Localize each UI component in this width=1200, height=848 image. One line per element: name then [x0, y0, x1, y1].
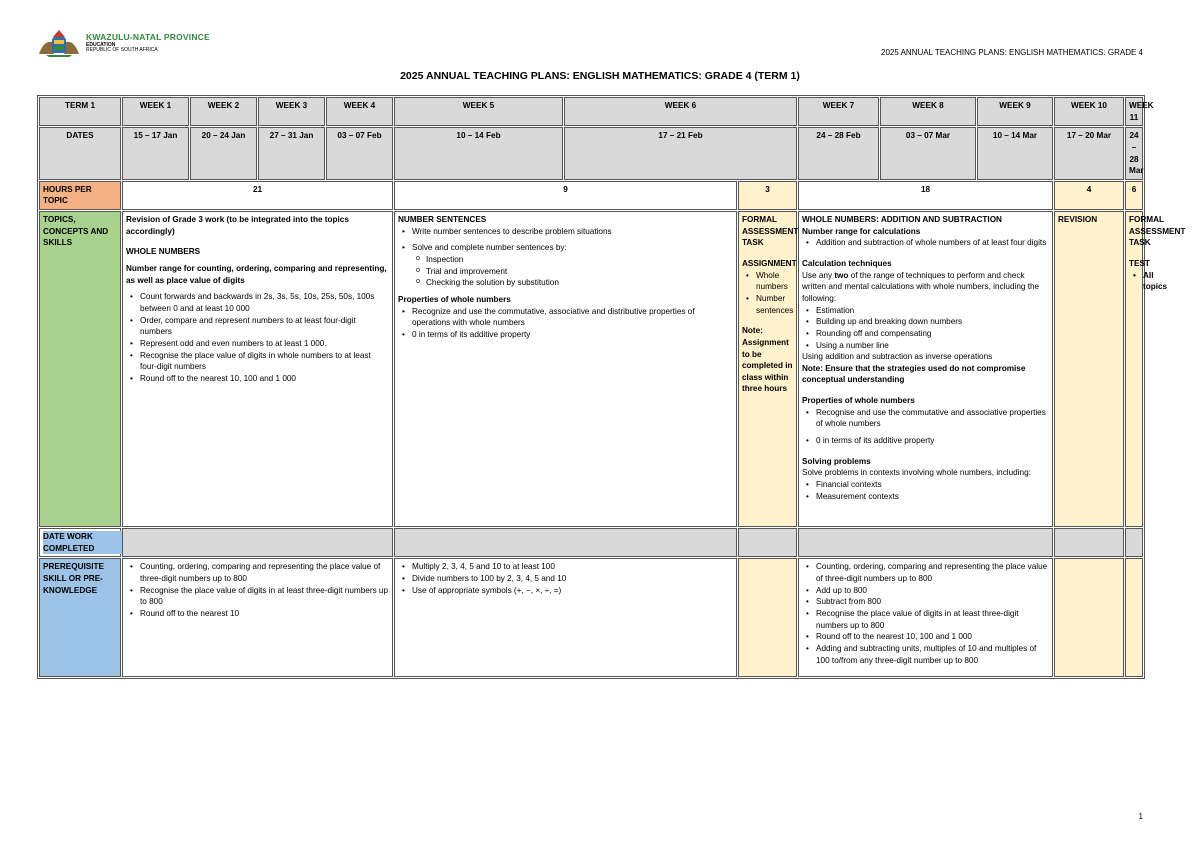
- list-item: • Round off to the nearest 10, 100 and 1 000: [140, 373, 389, 385]
- date-cell: 17 – 20 Mar: [1054, 127, 1124, 180]
- fat-heading: FORMAL ASSESSMENT TASK: [742, 215, 799, 248]
- list-item: o Trial and improvement: [426, 266, 733, 278]
- prereq-week-7: [738, 558, 797, 677]
- hours-cell: 9: [394, 181, 737, 210]
- topics-weeks-7-9: [798, 211, 1053, 527]
- prereq-weeks-7-9: [798, 558, 1053, 677]
- properties-list: [398, 306, 733, 341]
- hours-cell: 3: [738, 181, 797, 210]
- kzn-logo: [36, 28, 210, 58]
- date-cell: 20 – 24 Jan: [190, 127, 257, 180]
- week-header: WEEK 8: [880, 97, 976, 126]
- page-number: 1: [1138, 812, 1143, 821]
- list-item: • Counting, ordering, comparing and representing the place value of three-digit numbers up to 800: [140, 561, 389, 584]
- list-item: • Estimation: [816, 305, 1049, 317]
- list-item: • Order, compare and represent numbers to at least four-digit numbers: [140, 315, 389, 338]
- list-item: • Number sentences: [756, 293, 793, 316]
- whole-numbers-list: [126, 291, 389, 384]
- assignment-list: [742, 270, 793, 317]
- assignment-note: Note: Assignment to be completed in class within three hours: [742, 326, 793, 394]
- week-header: WEEK 7: [798, 97, 879, 126]
- date-cell: 24 – 28 Mar: [1125, 127, 1143, 180]
- topics-week-10-revision: [1054, 211, 1124, 527]
- calc-techniques-list: [802, 305, 1049, 352]
- list-item: • Measurement contexts: [816, 491, 1049, 503]
- list-item: • Counting, ordering, comparing and representing the place value of three-digit numbers up to 800: [816, 561, 1049, 584]
- prereq-week-11: [1125, 558, 1143, 677]
- list-item: • Recognise the place value of digits in at least three-digit numbers up to 800: [140, 585, 389, 608]
- hours-label: HOURS PER TOPIC: [39, 181, 121, 210]
- week-header: WEEK 9: [977, 97, 1053, 126]
- list-item: • Addition and subtraction of whole numbers of at least four digits: [816, 237, 1049, 249]
- calc-range-heading: Number range for calculations: [802, 226, 921, 236]
- date-work-cell[interactable]: [798, 528, 1053, 557]
- properties-list-2: [802, 435, 1049, 447]
- list-item: • Recognise the place value of digits in at least three-digit numbers up to 800: [816, 608, 1049, 631]
- hours-cell: 18: [798, 181, 1053, 210]
- week-header: WEEK 6: [564, 97, 797, 126]
- list-item: • Recognize and use the commutative, associative and distributive properties of operations with whole numbers: [412, 306, 733, 329]
- list-item: • Whole numbers: [756, 270, 793, 293]
- calc-techniques-heading: Calculation techniques: [802, 259, 892, 269]
- list-item: • Write number sentences to describe problem situations: [412, 226, 733, 238]
- prereq-list: [802, 561, 1049, 666]
- topics-weeks-1-4: [122, 211, 393, 527]
- topics-label: TOPICS, CONCEPTS AND SKILLS: [39, 211, 121, 527]
- teaching-plan-table: [37, 95, 1186, 679]
- hours-row: [39, 181, 1143, 210]
- list-item: • Round off to the nearest 10: [140, 608, 389, 620]
- solving-problems-text: Solve problems in contexts involving whole numbers, including:: [802, 468, 1031, 478]
- list-item: • Recognise and use the commutative and associative properties of whole numbers: [816, 407, 1049, 430]
- hours-cell: 21: [122, 181, 393, 210]
- prerequisite-row: [39, 558, 1143, 677]
- coat-of-arms-icon: [36, 28, 82, 58]
- revision-label: REVISION: [1058, 215, 1098, 225]
- date-work-label: DATE WORK COMPLETED: [39, 528, 121, 557]
- list-item: [412, 242, 733, 289]
- list-item: • Building up and breaking down numbers: [816, 316, 1049, 328]
- properties-heading: Properties of whole numbers: [398, 294, 511, 304]
- list-item: o Checking the solution by substitution: [426, 277, 733, 289]
- topics-weeks-5-6: [394, 211, 737, 527]
- list-item: • Rounding off and compensating: [816, 328, 1049, 340]
- properties-heading: Properties of whole numbers: [802, 396, 915, 406]
- week-header: WEEK 1: [122, 97, 189, 126]
- prereq-label: PREREQUISITE SKILL OR PRE-KNOWLEDGE: [39, 558, 121, 677]
- week-row: [39, 97, 1143, 126]
- strategies-note: Note: Ensure that the strategies used do not compromise conceptual understanding: [802, 363, 1026, 385]
- date-cell: 10 – 14 Mar: [977, 127, 1053, 180]
- week-header: WEEK 3: [258, 97, 325, 126]
- range-list: [802, 237, 1049, 249]
- solve-text: Solve and complete number sentences by:: [412, 243, 567, 253]
- week-header: WEEK 11: [1125, 97, 1143, 126]
- province-name: KWAZULU-NATAL PROVINCE: [86, 31, 210, 42]
- prereq-list: [126, 561, 389, 619]
- date-work-cell[interactable]: [394, 528, 737, 557]
- date-work-row: [39, 528, 1143, 557]
- date-cell: 03 – 07 Feb: [326, 127, 393, 180]
- department-name: EDUCATION: [86, 42, 116, 49]
- date-work-cell[interactable]: [738, 528, 797, 557]
- solve-list: [398, 242, 733, 289]
- list-item: • Count forwards and backwards in 2s, 3s, 5s, 10s, 25s, 50s, 100s between 0 and at least 10 000: [140, 291, 389, 314]
- week-header: WEEK 10: [1054, 97, 1124, 126]
- list-item: • Represent odd and even numbers to at least 1 000.: [140, 338, 389, 350]
- prereq-week-10: [1054, 558, 1124, 677]
- addition-subtraction-heading: WHOLE NUMBERS: ADDITION AND SUBTRACTION: [802, 215, 1002, 225]
- test-heading: TEST: [1129, 259, 1150, 269]
- list-item: • 0 in terms of its additive property: [412, 329, 733, 341]
- number-sentences-list: [398, 226, 733, 238]
- list-item: • Use of appropriate symbols (+, −, ×, ÷, =): [412, 585, 733, 597]
- contexts-list: [802, 479, 1049, 502]
- list-item: • Recognise the place value of digits in whole numbers to at least four-digit numbers: [140, 350, 389, 373]
- topics-row: [39, 211, 1143, 527]
- date-work-cell[interactable]: [122, 528, 393, 557]
- list-item: o Inspection: [426, 254, 733, 266]
- page-title: 2025 ANNUAL TEACHING PLANS: ENGLISH MATHEMATICS: GRADE 4 (TERM 1): [400, 70, 800, 82]
- date-cell: 27 – 31 Jan: [258, 127, 325, 180]
- dates-row: [39, 127, 1143, 180]
- number-sentences-heading: NUMBER SENTENCES: [398, 215, 487, 225]
- list-item: • Round off to the nearest 10, 100 and 1 000: [816, 631, 1049, 643]
- solving-problems-heading: Solving problems: [802, 456, 871, 466]
- number-range-heading: Number range for counting, ordering, comparing and representing, as well as place value of digits: [126, 264, 387, 285]
- prereq-list: [398, 561, 733, 596]
- list-item: • 0 in terms of its additive property: [816, 435, 1049, 447]
- date-cell: 03 – 07 Mar: [880, 127, 976, 180]
- running-header: 2025 ANNUAL TEACHING PLANS: ENGLISH MATHEMATICS: GRADE 4: [881, 48, 1143, 57]
- solve-methods-list: [412, 254, 733, 289]
- date-work-cell[interactable]: [1125, 528, 1143, 557]
- list-item: • Adding and subtracting units, multiples of 10 and multiples of 100 to/from any three-digit number up to 800: [816, 643, 1049, 666]
- country-name: REPUBLIC OF SOUTH AFRICA: [86, 47, 158, 54]
- dates-label: DATES: [39, 127, 121, 180]
- list-item: • Add up to 800: [816, 585, 1049, 597]
- inverse-operations-text: Using addition and subtraction as inverse operations: [802, 352, 993, 362]
- whole-numbers-heading: WHOLE NUMBERS: [126, 247, 201, 257]
- revision-heading: Revision of Grade 3 work (to be integrated into the topics accordingly): [126, 215, 349, 236]
- topics-week-7-assessment: [738, 211, 797, 527]
- assignment-heading: ASSIGNMENT: [742, 259, 797, 269]
- week-header: WEEK 5: [394, 97, 563, 126]
- prereq-weeks-5-6: [394, 558, 737, 677]
- topics-week-11-test: [1125, 211, 1186, 527]
- properties-list: [802, 407, 1049, 430]
- fat-heading: FORMAL ASSESSMENT TASK: [1129, 215, 1186, 248]
- date-cell: 15 – 17 Jan: [122, 127, 189, 180]
- term-cell: TERM 1: [39, 97, 121, 126]
- week-header: WEEK 4: [326, 97, 393, 126]
- date-work-cell[interactable]: [1054, 528, 1124, 557]
- list-item: • Subtract from 800: [816, 596, 1049, 608]
- prereq-weeks-1-4: [122, 558, 393, 677]
- week-header: WEEK 2: [190, 97, 257, 126]
- list-item: • Multiply 2, 3, 4, 5 and 10 to at least 100: [412, 561, 733, 573]
- test-list: All topics: [1143, 270, 1168, 292]
- calc-techniques-text: Use any two of the range of techniques to perform and check written and mental calculations with whole numbers, including the following:: [802, 270, 1040, 303]
- date-cell: 17 – 21 Feb: [564, 127, 797, 180]
- list-item: • Divide numbers to 100 by 2, 3, 4, 5 and 10: [412, 573, 733, 585]
- hours-cell: 6: [1125, 181, 1143, 210]
- list-item: • Using a number line: [816, 340, 1049, 352]
- hours-cell: 4: [1054, 181, 1124, 210]
- date-cell: 24 – 28 Feb: [798, 127, 879, 180]
- list-item: • Financial contexts: [816, 479, 1049, 491]
- date-cell: 10 – 14 Feb: [394, 127, 563, 180]
